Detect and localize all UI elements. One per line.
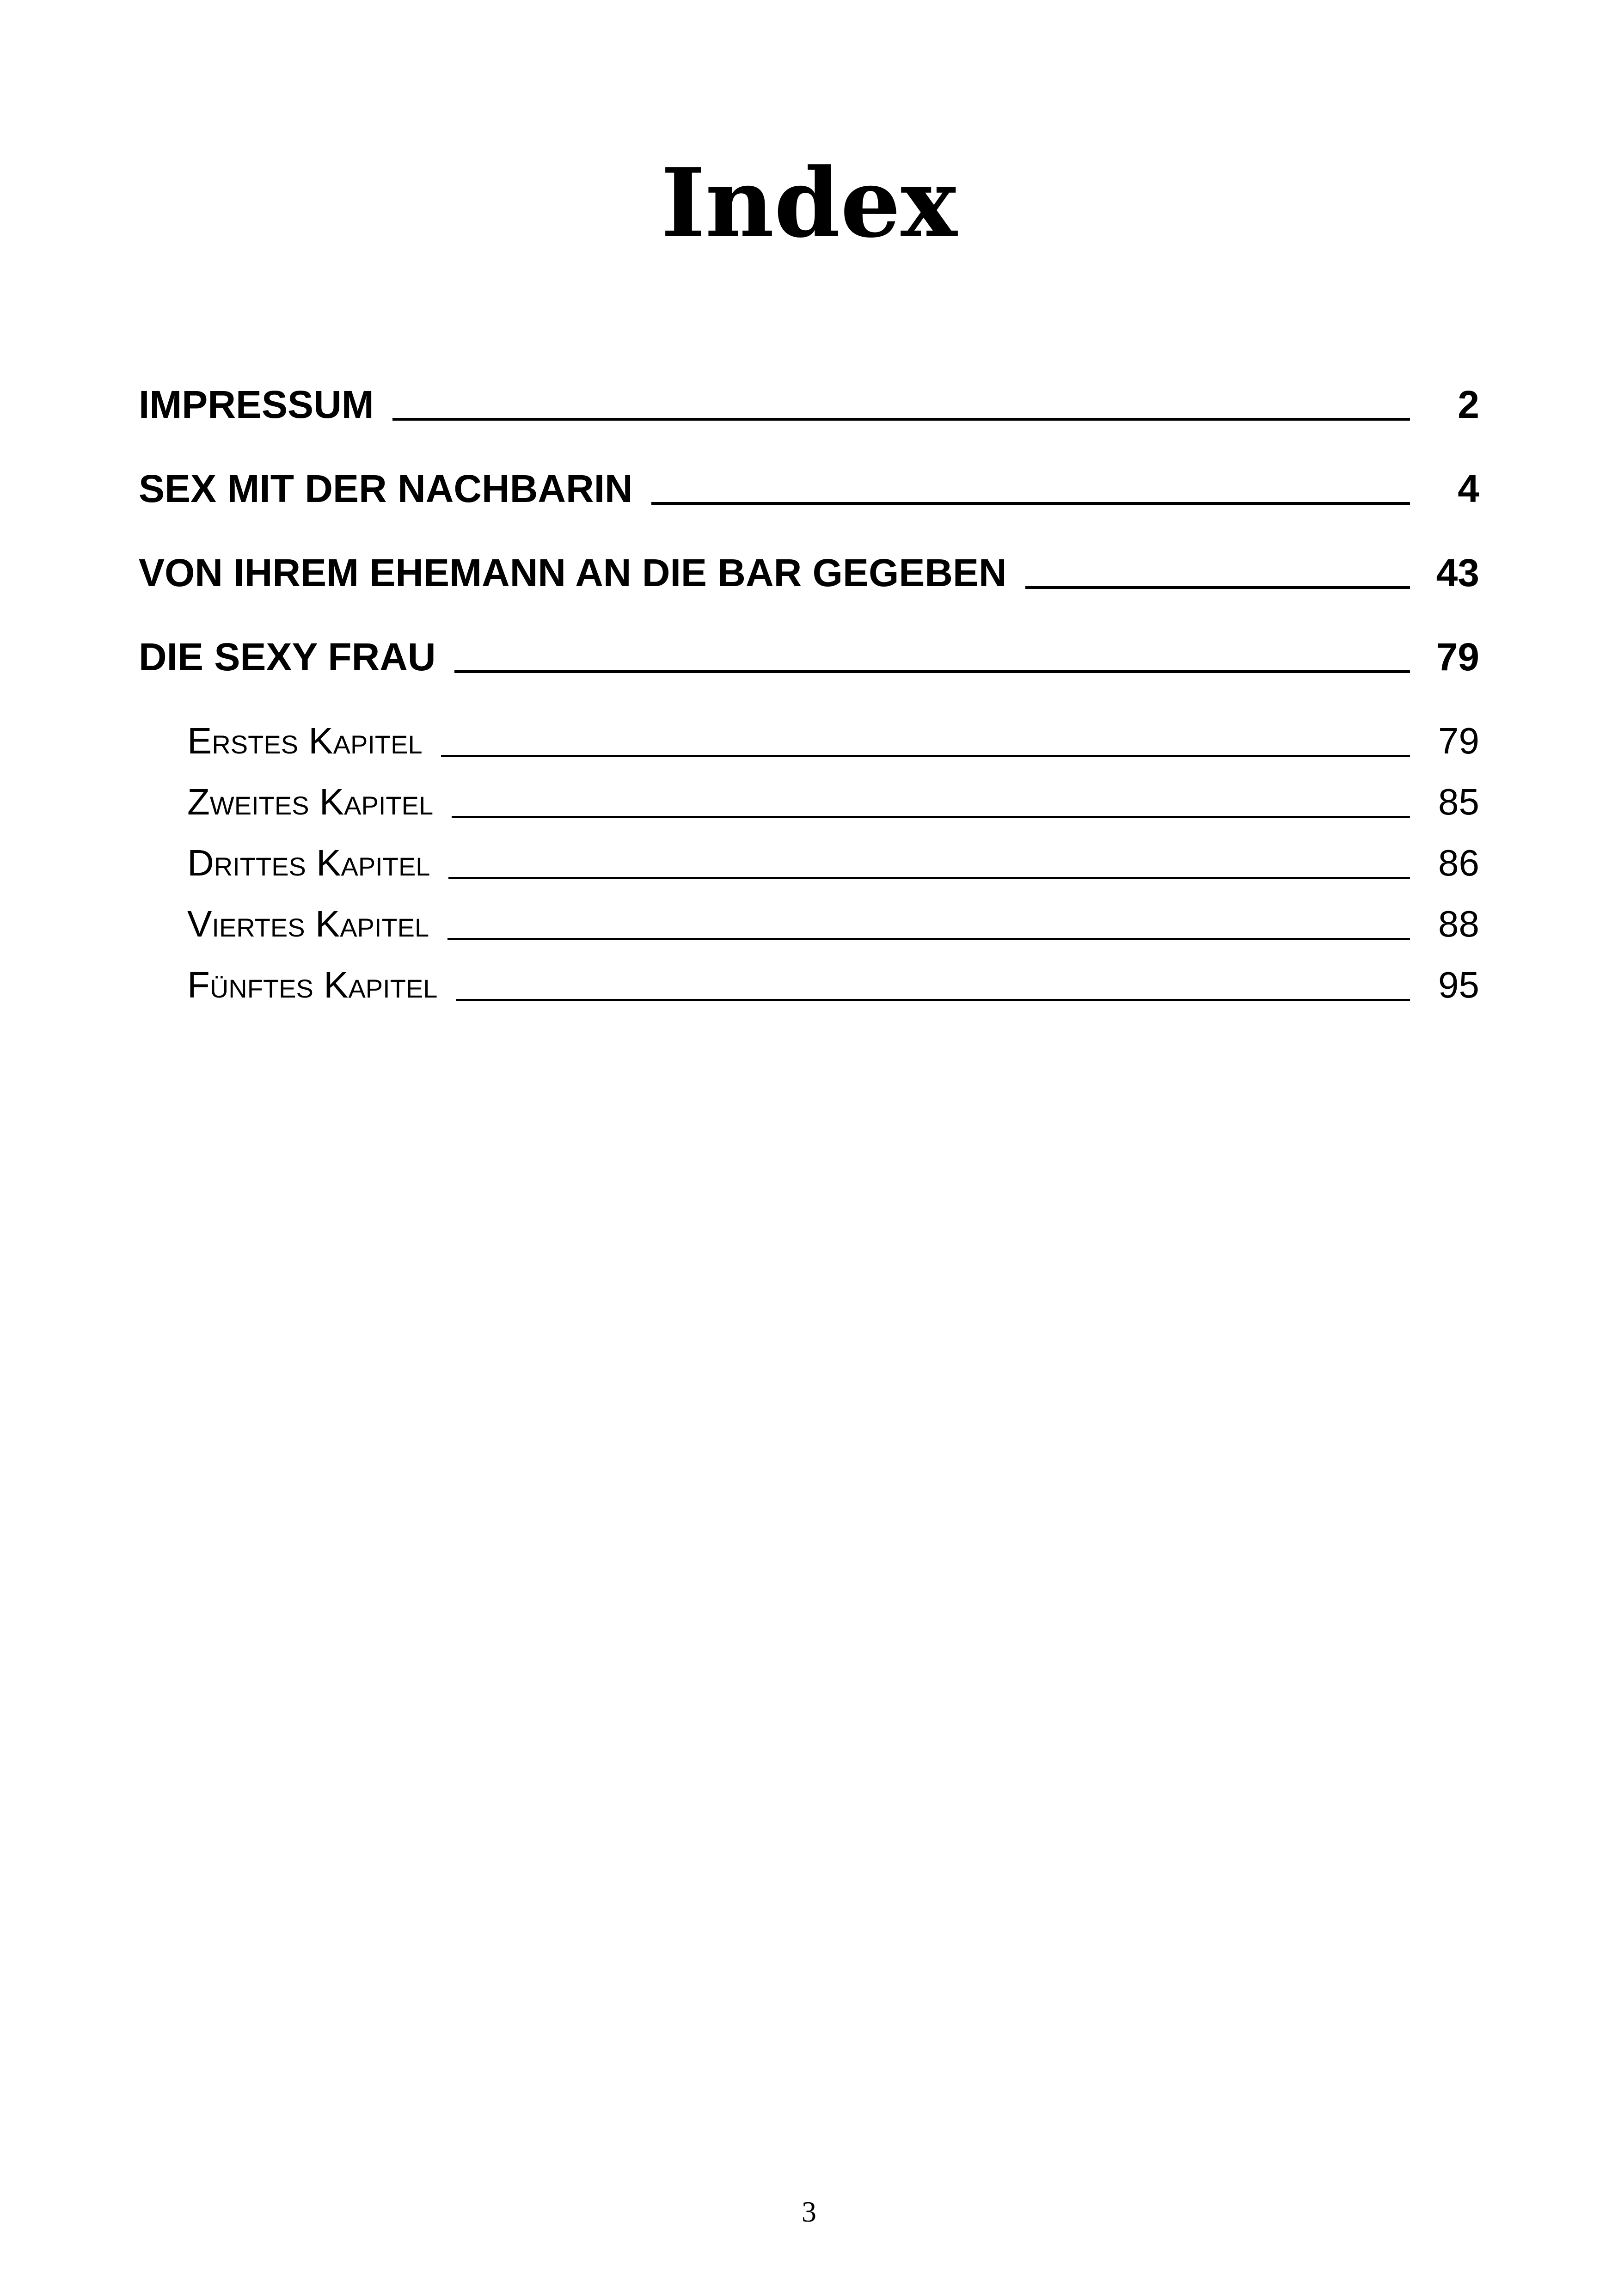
toc-leader-line (441, 754, 1410, 757)
toc-entry-label: DIE SEXY FRAU (139, 635, 436, 679)
toc-entry-label: Zweites Kapitel (187, 781, 434, 822)
toc-entry-erstes-kapitel[interactable] (139, 716, 1479, 766)
toc-leader-line (456, 998, 1410, 1001)
toc-leader-line (448, 876, 1410, 879)
toc-entry-die-sexy-frau[interactable] (139, 631, 1479, 682)
toc-page-number: 88 (1438, 903, 1479, 944)
footer-page-number: 3 (802, 2195, 816, 2228)
toc-page-number: 4 (1458, 467, 1479, 510)
toc-entry-von-ihrem-ehemann[interactable] (139, 547, 1479, 598)
toc-entry-sex-mit-der-nachbarin[interactable] (139, 463, 1479, 514)
toc-page-number: 85 (1438, 781, 1479, 822)
toc-page-number: 86 (1438, 842, 1479, 883)
page-title: Index (661, 148, 957, 259)
toc-entry-label: Viertes Kapitel (187, 903, 429, 944)
toc-leader-line (447, 937, 1410, 940)
toc-page-number: 2 (1458, 383, 1479, 426)
toc-leader-line (651, 502, 1410, 505)
toc-entry-impressum[interactable] (139, 379, 1479, 430)
toc-page-number: 43 (1436, 551, 1479, 594)
toc-entry-viertes-kapitel[interactable] (139, 899, 1479, 949)
toc-leader-line (392, 417, 1410, 421)
toc-entry-label: Fünftes Kapitel (187, 964, 438, 1005)
toc-entry-fuenftes-kapitel[interactable] (139, 960, 1479, 1010)
toc-leader-line (452, 815, 1410, 818)
toc-page-number: 79 (1436, 635, 1479, 679)
toc-page-number: 79 (1438, 720, 1479, 761)
toc-entry-label: IMPRESSUM (139, 383, 374, 426)
toc-leader-line (454, 670, 1410, 673)
toc-page-number: 95 (1438, 964, 1479, 1005)
toc-entry-label: VON IHREM EHEMANN AN DIE BAR GEGEBEN (139, 551, 1007, 594)
toc-entry-zweites-kapitel[interactable] (139, 777, 1479, 827)
toc-leader-line (1025, 586, 1410, 589)
toc-entry-drittes-kapitel[interactable] (139, 838, 1479, 888)
toc-entry-label: Drittes Kapitel (187, 842, 430, 883)
toc-entry-label: Erstes Kapitel (187, 720, 423, 761)
toc-entry-label: SEX MIT DER NACHBARIN (139, 467, 633, 510)
